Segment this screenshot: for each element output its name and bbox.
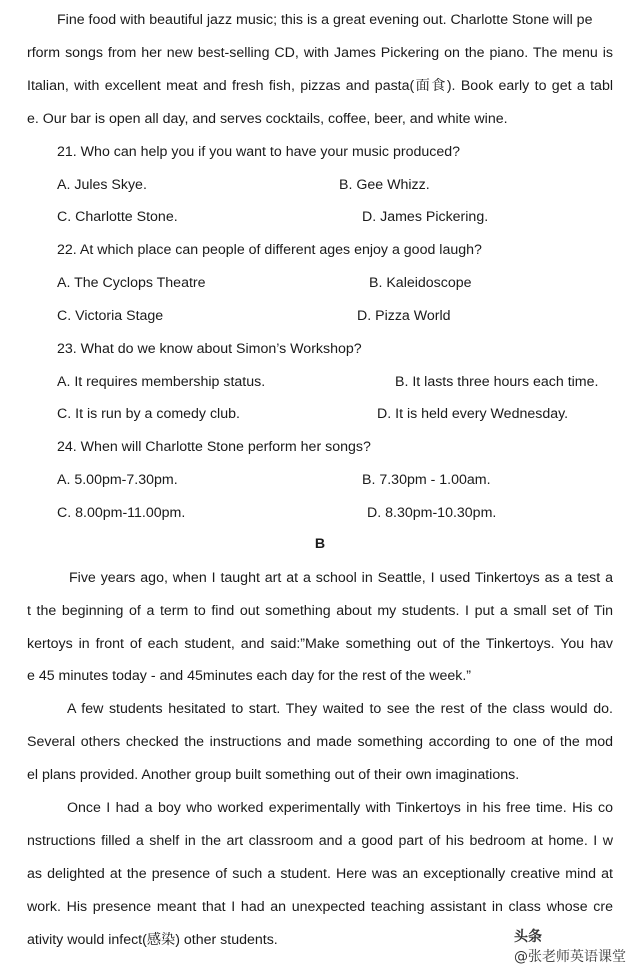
- question-stem: 24. When will Charlotte Stone perform her songs?: [57, 439, 371, 455]
- passage-line: Once I had a boy who worked experimentally with Tinkertoys in his free time. His co: [67, 800, 613, 816]
- option: A. It requires membership status.: [57, 374, 266, 390]
- option: B. Gee Whizz.: [339, 177, 430, 193]
- passage-line: Fine food with beautiful jazz music; this is a great evening out. Charlotte Stone will pe: [57, 12, 593, 28]
- passage-line: work. His presence meant that I had an unexpected teaching assistant in class whose cre: [27, 899, 613, 915]
- option: B. Kaleidoscope: [369, 275, 472, 291]
- section-heading: B: [314, 536, 326, 552]
- option: D. James Pickering.: [362, 209, 489, 225]
- passage-line: rform songs from her new best-selling CD, with James Pickering on the piano. The menu is: [27, 45, 613, 61]
- question-stem: 22. At which place can people of different ages enjoy a good laugh?: [57, 242, 482, 258]
- question-stem: 21. Who can help you if you want to have your music produced?: [57, 144, 460, 160]
- option: A. Jules Skye.: [57, 177, 147, 193]
- passage-line: el plans provided. Another group built something out of their own imaginations.: [27, 767, 520, 783]
- option: A. The Cyclops Theatre: [57, 275, 206, 291]
- option: B. 7.30pm - 1.00am.: [362, 472, 491, 488]
- option: C. Victoria Stage: [57, 308, 164, 324]
- option: D. Pizza World: [357, 308, 451, 324]
- passage-line: e. Our bar is open all day, and serves cocktails, coffee, beer, and white wine.: [27, 111, 508, 127]
- option: C. Charlotte Stone.: [57, 209, 178, 225]
- passage-line: e 45 minutes today - and 45minutes each day for the rest of the week.”: [27, 668, 472, 684]
- passage-line: ativity would infect(感染) other students.: [27, 932, 278, 948]
- option: C. 8.00pm-11.00pm.: [57, 505, 186, 521]
- passage-line: as delighted at the presence of such a student. Here was an exceptionally creative mind at: [27, 866, 613, 882]
- passage-line: Several others checked the instructions and made something according to one of the mod: [27, 734, 613, 750]
- passage-line: t the beginning of a term to find out something about my students. I put a small set of Tin: [27, 603, 613, 619]
- watermark-handle: @张老师英语课堂: [514, 949, 626, 965]
- option: B. It lasts three hours each time.: [395, 374, 599, 390]
- option: D. It is held every Wednesday.: [377, 406, 569, 422]
- passage-line: Italian, with excellent meat and fresh fish, pizzas and pasta(面食). Book early to get a tabl: [27, 78, 613, 94]
- passage-line: nstructions filled a shelf in the art classroom and a good part of his bedroom at home. I w: [27, 833, 613, 849]
- watermark: [505, 910, 626, 966]
- option: A. 5.00pm-7.30pm.: [57, 472, 178, 488]
- watermark-logo: 头条: [514, 929, 542, 945]
- passage-line: kertoys in front of each student, and said:”Make something out of the Tinkertoys. You hav: [27, 636, 613, 652]
- option: C. It is run by a comedy club.: [57, 406, 240, 422]
- question-stem: 23. What do we know about Simon’s Workshop?: [57, 341, 362, 357]
- option: D. 8.30pm-10.30pm.: [367, 505, 497, 521]
- passage-line: Five years ago, when I taught art at a school in Seattle, I used Tinkertoys as a test a: [69, 570, 613, 586]
- passage-line: A few students hesitated to start. They waited to see the rest of the class would do.: [67, 701, 613, 717]
